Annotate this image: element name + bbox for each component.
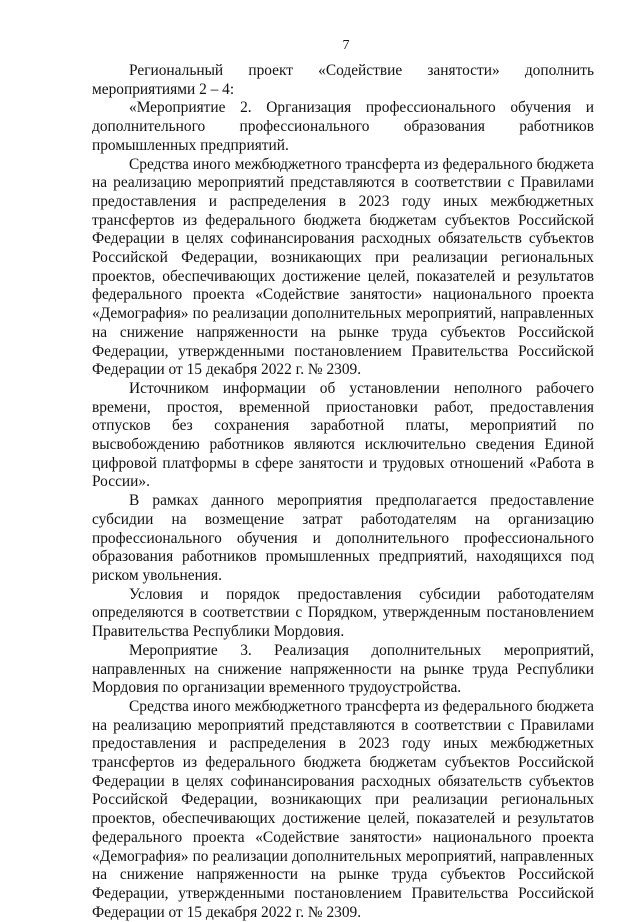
document-body [92,62,594,922]
paragraph-information-source: Источником информации об установлении неполного рабочего времени, простоя, временной приостановки работ, предоставления отпусков без сохранения заработной платы, мероприятий по высвобождению работников являются исключительно сведения Единой цифровой платформы в сфере занятости и трудовых отношений «Работа в России». [92,379,594,491]
paragraph-subsidy-conditions: Условия и порядок предоставления субсидии работодателям определяются в соответствии с Порядком, утвержденным постановлением Правительства Республики Мордовия. [92,585,594,641]
paragraph-project-amendment: Региональный проект «Содействие занятости» дополнить мероприятиями 2 – 4: [92,62,594,98]
paragraph-measure-2-title: «Мероприятие 2. Организация профессионального обучения и дополнительного профессионального образования работников промышленных предприятий. [92,99,594,154]
paragraph-measure-3-funding: Средства иного межбюджетного трансферта из федерального бюджета на реализацию мероприятий представляются в соответствии с Правилами предоставления и распределения в 2023 году иных межбюджетных трансфертов из федерального бюджета бюджетам субъектов Российской Федерации в целях софинансирования расходных обязательств субъектов Российской Федерации, возникающих при реализации региональных проектов, обеспечивающих достижение целей, показателей и результатов федерального проекта «Содействие занятости» национального проекта «Демография» по реализации дополнительных мероприятий, направленных на снижение напряженности на рынке труда субъектов Российской Федерации, утвержденными постановлением Правительства Российской Федерации от 15 декабря 2022 г. № 2309. [92,697,594,921]
paragraph-measure-3-title: Мероприятие 3. Реализация дополнительных мероприятий, направленных на снижение напряженности на рынке труда Республики Мордовия по организации временного трудоустройства. [92,641,594,697]
paragraph-measure-2-funding: Средства иного межбюджетного трансферта из федерального бюджета на реализацию мероприятий представляются в соответствии с Правилами предоставления и распределения в 2023 году иных межбюджетных трансфертов из федерального бюджета бюджетам субъектов Российской Федерации в целях софинансирования расходных обязательств субъектов Российской Федерации, возникающих при реализации региональных проектов, обеспечивающих достижение целей, показателей и результатов федерального проекта «Содействие занятости» национального проекта «Демография» по реализации дополнительных мероприятий, направленных на снижение напряженности на рынке труда субъектов Российской Федерации, утвержденными постановлением Правительства Российской Федерации от 15 декабря 2022 г. № 2309. [92,155,594,379]
paragraph-subsidy-description: В рамках данного мероприятия предполагается предоставление субсидии на возмещение затрат работодателям на организацию профессионального обучения и дополнительного профессионального образования работников промышленных предприятий, находящихся под риском увольнения. [92,492,594,584]
page-number: 7 [342,38,350,53]
